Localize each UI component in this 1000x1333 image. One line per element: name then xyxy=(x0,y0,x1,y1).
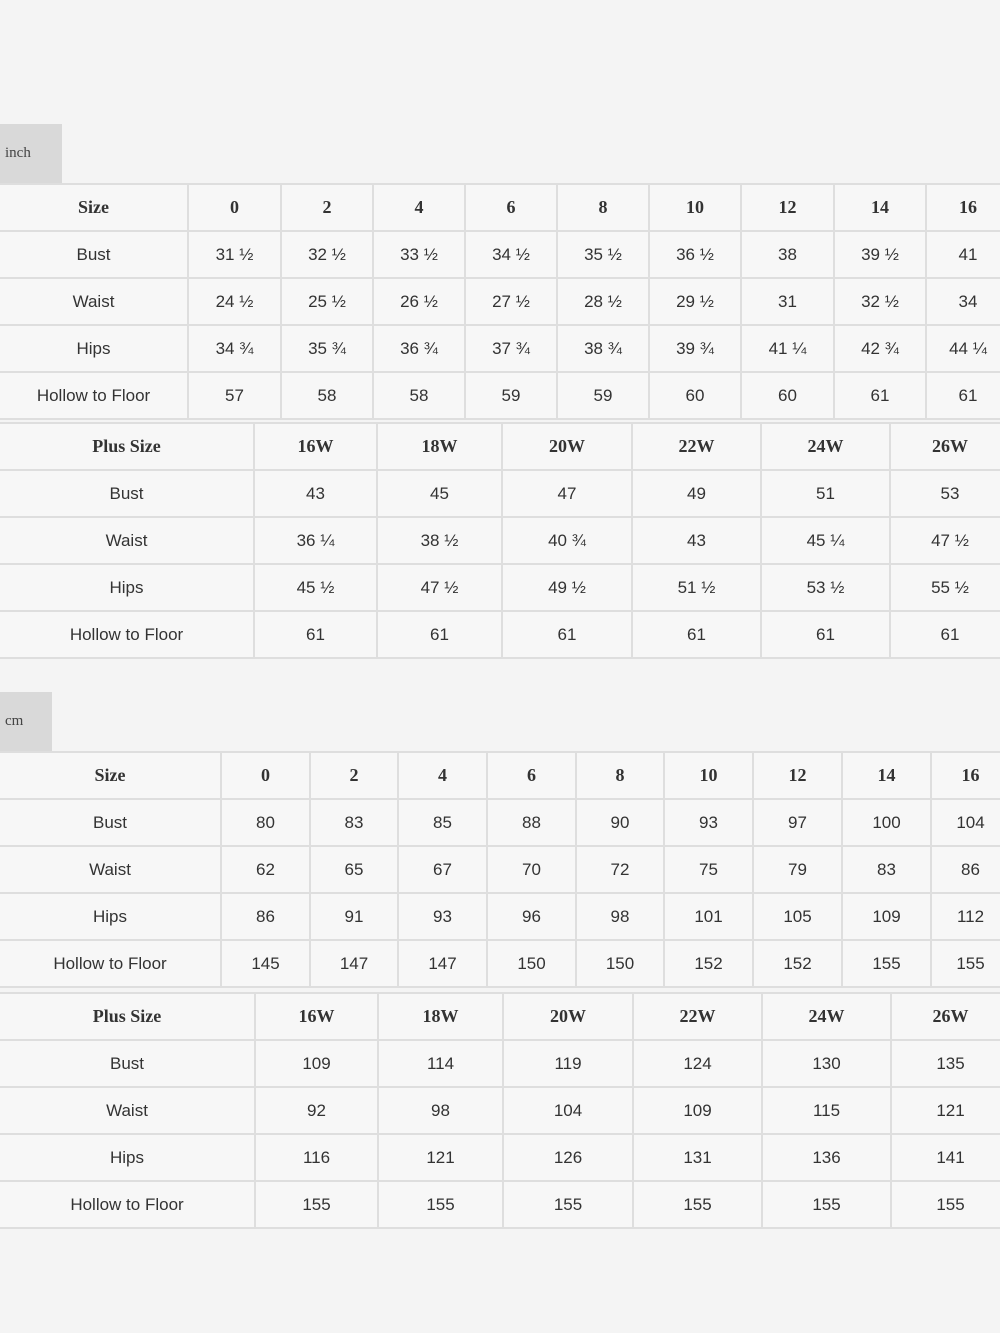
measurement-label: Hollow to Floor xyxy=(0,1181,255,1228)
measurement-value: 109 xyxy=(842,893,931,940)
table-row-hollow-to-floor xyxy=(0,372,1000,419)
measurement-value: 61 xyxy=(377,611,502,658)
measurement-value: 57 xyxy=(188,372,281,419)
measurement-value: 35 ½ xyxy=(557,231,649,278)
measurement-label: Hollow to Floor xyxy=(0,372,188,419)
table-row-waist xyxy=(0,1087,1000,1134)
measurement-value: 34 xyxy=(926,278,1000,325)
measurement-value: 47 ½ xyxy=(377,564,502,611)
header-label: Plus Size xyxy=(0,423,254,470)
header-size-16: 16 xyxy=(926,184,1000,231)
measurement-value: 155 xyxy=(931,940,1000,987)
measurement-value: 24 ½ xyxy=(188,278,281,325)
measurement-value: 49 ½ xyxy=(502,564,632,611)
measurement-value: 36 ¾ xyxy=(373,325,465,372)
header-size-12: 12 xyxy=(741,184,834,231)
measurement-value: 51 xyxy=(761,470,890,517)
measurement-value: 145 xyxy=(221,940,310,987)
unit-label-cm: cm xyxy=(0,692,52,751)
measurement-value: 58 xyxy=(281,372,373,419)
measurement-value: 43 xyxy=(254,470,377,517)
measurement-value: 114 xyxy=(378,1040,503,1087)
measurement-value: 65 xyxy=(310,846,398,893)
measurement-value: 39 ½ xyxy=(834,231,926,278)
measurement-value: 35 ¾ xyxy=(281,325,373,372)
measurement-value: 38 xyxy=(741,231,834,278)
measurement-value: 79 xyxy=(753,846,842,893)
measurement-value: 55 ½ xyxy=(890,564,1000,611)
measurement-value: 61 xyxy=(761,611,890,658)
measurement-value: 93 xyxy=(664,799,753,846)
measurement-value: 62 xyxy=(221,846,310,893)
measurement-value: 97 xyxy=(753,799,842,846)
measurement-value: 34 ¾ xyxy=(188,325,281,372)
measurement-value: 86 xyxy=(221,893,310,940)
header-size-16w: 16W xyxy=(254,423,377,470)
header-row xyxy=(0,423,1000,470)
header-row xyxy=(0,184,1000,231)
header-size-0: 0 xyxy=(188,184,281,231)
measurement-label: Hollow to Floor xyxy=(0,611,254,658)
measurement-value: 41 ¼ xyxy=(741,325,834,372)
measurement-value: 39 ¾ xyxy=(649,325,741,372)
measurement-value: 61 xyxy=(502,611,632,658)
measurement-value: 100 xyxy=(842,799,931,846)
table-row-hips xyxy=(0,1134,1000,1181)
size-table-inch-regular xyxy=(0,183,1000,420)
header-size-18w: 18W xyxy=(377,423,502,470)
measurement-value: 147 xyxy=(398,940,487,987)
measurement-value: 155 xyxy=(762,1181,891,1228)
table-row-waist xyxy=(0,846,1000,893)
header-size-4: 4 xyxy=(398,752,487,799)
measurement-label: Bust xyxy=(0,231,188,278)
measurement-value: 36 ¼ xyxy=(254,517,377,564)
measurement-value: 47 ½ xyxy=(890,517,1000,564)
header-size-4: 4 xyxy=(373,184,465,231)
header-size-6: 6 xyxy=(465,184,557,231)
measurement-value: 27 ½ xyxy=(465,278,557,325)
table-row-waist xyxy=(0,517,1000,564)
table-row-bust xyxy=(0,470,1000,517)
measurement-value: 34 ½ xyxy=(465,231,557,278)
measurement-value: 88 xyxy=(487,799,576,846)
measurement-value: 152 xyxy=(664,940,753,987)
size-table-inch-plus xyxy=(0,422,1000,659)
measurement-value: 32 ½ xyxy=(834,278,926,325)
measurement-value: 130 xyxy=(762,1040,891,1087)
table-row-hollow-to-floor xyxy=(0,611,1000,658)
measurement-value: 61 xyxy=(890,611,1000,658)
table-row-hollow-to-floor xyxy=(0,1181,1000,1228)
table-row-bust xyxy=(0,1040,1000,1087)
measurement-label: Waist xyxy=(0,846,221,893)
measurement-label: Hips xyxy=(0,893,221,940)
measurement-value: 38 ½ xyxy=(377,517,502,564)
measurement-value: 101 xyxy=(664,893,753,940)
measurement-value: 91 xyxy=(310,893,398,940)
measurement-value: 119 xyxy=(503,1040,633,1087)
header-size-24w: 24W xyxy=(762,993,891,1040)
measurement-value: 98 xyxy=(576,893,664,940)
measurement-value: 90 xyxy=(576,799,664,846)
measurement-value: 61 xyxy=(254,611,377,658)
measurement-value: 67 xyxy=(398,846,487,893)
header-size-12: 12 xyxy=(753,752,842,799)
measurement-value: 155 xyxy=(891,1181,1000,1228)
measurement-value: 121 xyxy=(378,1134,503,1181)
measurement-value: 104 xyxy=(931,799,1000,846)
measurement-value: 31 xyxy=(741,278,834,325)
measurement-value: 60 xyxy=(649,372,741,419)
measurement-value: 33 ½ xyxy=(373,231,465,278)
measurement-value: 26 ½ xyxy=(373,278,465,325)
measurement-value: 135 xyxy=(891,1040,1000,1087)
measurement-value: 44 ¼ xyxy=(926,325,1000,372)
measurement-value: 70 xyxy=(487,846,576,893)
measurement-label: Bust xyxy=(0,1040,255,1087)
measurement-value: 155 xyxy=(503,1181,633,1228)
measurement-label: Waist xyxy=(0,278,188,325)
measurement-value: 116 xyxy=(255,1134,378,1181)
measurement-value: 155 xyxy=(255,1181,378,1228)
measurement-value: 75 xyxy=(664,846,753,893)
measurement-label: Hips xyxy=(0,325,188,372)
header-size-14: 14 xyxy=(842,752,931,799)
measurement-value: 152 xyxy=(753,940,842,987)
measurement-value: 131 xyxy=(633,1134,762,1181)
header-size-26w: 26W xyxy=(890,423,1000,470)
header-label: Size xyxy=(0,752,221,799)
measurement-value: 38 ¾ xyxy=(557,325,649,372)
measurement-value: 104 xyxy=(503,1087,633,1134)
measurement-value: 98 xyxy=(378,1087,503,1134)
header-label: Plus Size xyxy=(0,993,255,1040)
measurement-value: 53 xyxy=(890,470,1000,517)
measurement-value: 49 xyxy=(632,470,761,517)
measurement-label: Hollow to Floor xyxy=(0,940,221,987)
measurement-value: 37 ¾ xyxy=(465,325,557,372)
table-row-waist xyxy=(0,278,1000,325)
measurement-value: 136 xyxy=(762,1134,891,1181)
measurement-value: 43 xyxy=(632,517,761,564)
table-row-bust xyxy=(0,799,1000,846)
measurement-label: Hips xyxy=(0,1134,255,1181)
table-row-hips xyxy=(0,325,1000,372)
header-size-14: 14 xyxy=(834,184,926,231)
header-size-8: 8 xyxy=(557,184,649,231)
measurement-value: 61 xyxy=(632,611,761,658)
measurement-value: 96 xyxy=(487,893,576,940)
measurement-value: 155 xyxy=(378,1181,503,1228)
measurement-value: 45 xyxy=(377,470,502,517)
measurement-value: 83 xyxy=(842,846,931,893)
header-size-16w: 16W xyxy=(255,993,378,1040)
header-row xyxy=(0,993,1000,1040)
measurement-value: 155 xyxy=(842,940,931,987)
header-row xyxy=(0,752,1000,799)
header-size-26w: 26W xyxy=(891,993,1000,1040)
measurement-label: Bust xyxy=(0,470,254,517)
measurement-value: 31 ½ xyxy=(188,231,281,278)
measurement-value: 36 ½ xyxy=(649,231,741,278)
measurement-value: 47 xyxy=(502,470,632,517)
measurement-value: 60 xyxy=(741,372,834,419)
measurement-value: 59 xyxy=(465,372,557,419)
measurement-value: 45 ¼ xyxy=(761,517,890,564)
measurement-label: Bust xyxy=(0,799,221,846)
measurement-label: Waist xyxy=(0,517,254,564)
header-size-20w: 20W xyxy=(503,993,633,1040)
measurement-value: 85 xyxy=(398,799,487,846)
measurement-value: 25 ½ xyxy=(281,278,373,325)
measurement-value: 150 xyxy=(576,940,664,987)
header-size-24w: 24W xyxy=(761,423,890,470)
table-row-hips xyxy=(0,564,1000,611)
measurement-value: 112 xyxy=(931,893,1000,940)
measurement-value: 86 xyxy=(931,846,1000,893)
header-size-2: 2 xyxy=(310,752,398,799)
measurement-value: 109 xyxy=(255,1040,378,1087)
measurement-value: 80 xyxy=(221,799,310,846)
table-row-hollow-to-floor xyxy=(0,940,1000,987)
measurement-value: 59 xyxy=(557,372,649,419)
measurement-value: 83 xyxy=(310,799,398,846)
measurement-value: 45 ½ xyxy=(254,564,377,611)
size-table-cm-plus xyxy=(0,992,1000,1229)
measurement-value: 32 ½ xyxy=(281,231,373,278)
measurement-value: 40 ¾ xyxy=(502,517,632,564)
header-size-10: 10 xyxy=(664,752,753,799)
measurement-label: Waist xyxy=(0,1087,255,1134)
table-row-bust xyxy=(0,231,1000,278)
measurement-value: 51 ½ xyxy=(632,564,761,611)
measurement-value: 61 xyxy=(834,372,926,419)
measurement-value: 29 ½ xyxy=(649,278,741,325)
measurement-value: 42 ¾ xyxy=(834,325,926,372)
size-table-cm-regular xyxy=(0,751,1000,988)
measurement-value: 124 xyxy=(633,1040,762,1087)
header-size-6: 6 xyxy=(487,752,576,799)
header-size-10: 10 xyxy=(649,184,741,231)
measurement-value: 115 xyxy=(762,1087,891,1134)
header-size-20w: 20W xyxy=(502,423,632,470)
measurement-value: 28 ½ xyxy=(557,278,649,325)
header-size-22w: 22W xyxy=(632,423,761,470)
measurement-value: 105 xyxy=(753,893,842,940)
measurement-value: 92 xyxy=(255,1087,378,1134)
table-row-hips xyxy=(0,893,1000,940)
header-size-8: 8 xyxy=(576,752,664,799)
unit-label-inch: inch xyxy=(0,124,62,183)
measurement-value: 147 xyxy=(310,940,398,987)
header-size-2: 2 xyxy=(281,184,373,231)
measurement-value: 126 xyxy=(503,1134,633,1181)
measurement-value: 61 xyxy=(926,372,1000,419)
header-size-22w: 22W xyxy=(633,993,762,1040)
header-size-18w: 18W xyxy=(378,993,503,1040)
measurement-value: 109 xyxy=(633,1087,762,1134)
measurement-value: 41 xyxy=(926,231,1000,278)
measurement-value: 150 xyxy=(487,940,576,987)
measurement-value: 53 ½ xyxy=(761,564,890,611)
header-size-16: 16 xyxy=(931,752,1000,799)
measurement-value: 93 xyxy=(398,893,487,940)
measurement-value: 121 xyxy=(891,1087,1000,1134)
header-size-0: 0 xyxy=(221,752,310,799)
measurement-value: 155 xyxy=(633,1181,762,1228)
measurement-label: Hips xyxy=(0,564,254,611)
measurement-value: 72 xyxy=(576,846,664,893)
header-label: Size xyxy=(0,184,188,231)
measurement-value: 58 xyxy=(373,372,465,419)
measurement-value: 141 xyxy=(891,1134,1000,1181)
